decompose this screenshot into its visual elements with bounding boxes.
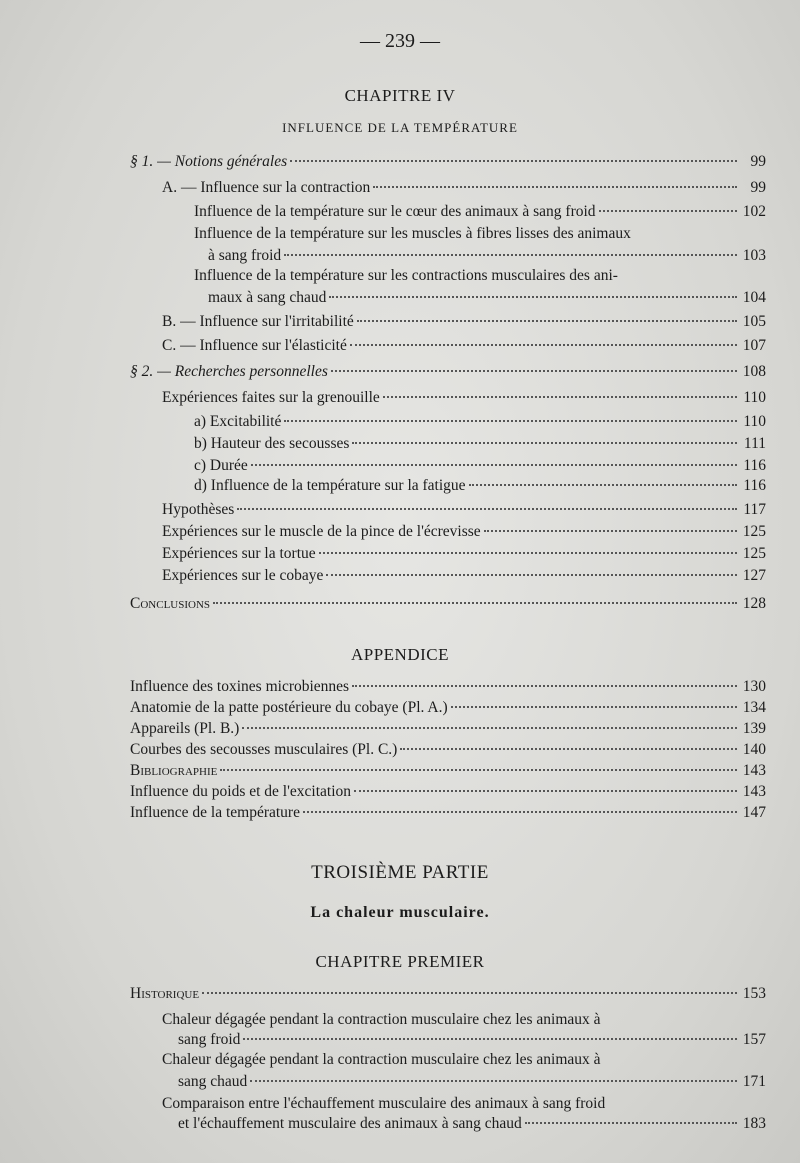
toc-entry: Appareils (Pl. B.) 139 [130,720,766,737]
toc-entry: Courbes des secousses musculaires (Pl. C.) 140 [130,741,766,758]
toc-entry-line: Chaleur dégagée pendant la contraction musculaire chez les animaux à [162,1051,601,1068]
page-number: — 239 — [360,30,440,52]
toc-entry: Expériences faites sur la grenouille 110 [162,389,766,406]
toc-entry: c) Durée 116 [194,457,766,474]
part-3-subtitle: La chaleur musculaire. [310,904,490,921]
toc-entry: Influence de la température 147 [130,804,766,821]
toc-entry: Hypothèses 117 [162,501,766,518]
toc-entry: à sang froid 103 [208,247,766,264]
appendice-title: APPENDICE [350,645,449,664]
chapter-1-title: CHAPITRE PREMIER [315,952,485,971]
toc-entry: Expériences sur la tortue 125 [162,545,766,562]
toc-entry-line: Chaleur dégagée pendant la contraction musculaire chez les animaux à [162,1011,601,1028]
toc-entry: sang chaud 171 [178,1073,766,1090]
toc-entry: maux à sang chaud 104 [208,289,766,306]
part-3-title: TROISIÈME PARTIE [311,862,489,883]
toc-entry: § 2. — Recherches personnelles 108 [130,363,766,380]
toc-entry: Anatomie de la patte postérieure du cobaye (Pl. A.) 134 [130,699,766,716]
toc-entry: Influence des toxines microbiennes 130 [130,678,766,695]
chapter-4-title: CHAPITRE IV [344,86,456,105]
toc-entry: § 1. — Notions générales 99 [130,153,766,170]
toc-entry-line: Influence de la température sur les muscles à fibres lisses des animaux [194,225,631,242]
toc-entry: Influence du poids et de l'excitation 143 [130,783,766,800]
toc-entry: C. — Influence sur l'élasticité 107 [162,337,766,354]
toc-entry-line: Influence de la température sur les contractions musculaires des ani- [194,267,618,284]
toc-entry: a) Excitabilité 110 [194,413,766,430]
toc-entry: sang froid 157 [178,1031,766,1048]
chapter-4-subtitle: INFLUENCE DE LA TEMPÉRATURE [282,120,518,135]
toc-entry: Expériences sur le muscle de la pince de l'écrevisse 125 [162,523,766,540]
toc-entry: Conclusions 128 [130,595,766,612]
toc-entry: Influence de la température sur le cœur des animaux à sang froid 102 [194,203,766,220]
toc-entry: Historique 153 [130,985,766,1002]
toc-entry: Bibliographie 143 [130,762,766,779]
toc-entry: d) Influence de la température sur la fatigue 116 [194,477,766,494]
toc-entry: B. — Influence sur l'irritabilité 105 [162,313,766,330]
toc-entry: A. — Influence sur la contraction 99 [162,179,766,196]
toc-entry-line: Comparaison entre l'échauffement musculaire des animaux à sang froid [162,1095,606,1112]
toc-entry: b) Hauteur des secousses 111 [194,435,766,452]
toc-entry: Expériences sur le cobaye 127 [162,567,766,584]
toc-entry: et l'échauffement musculaire des animaux à sang chaud 183 [178,1115,766,1132]
